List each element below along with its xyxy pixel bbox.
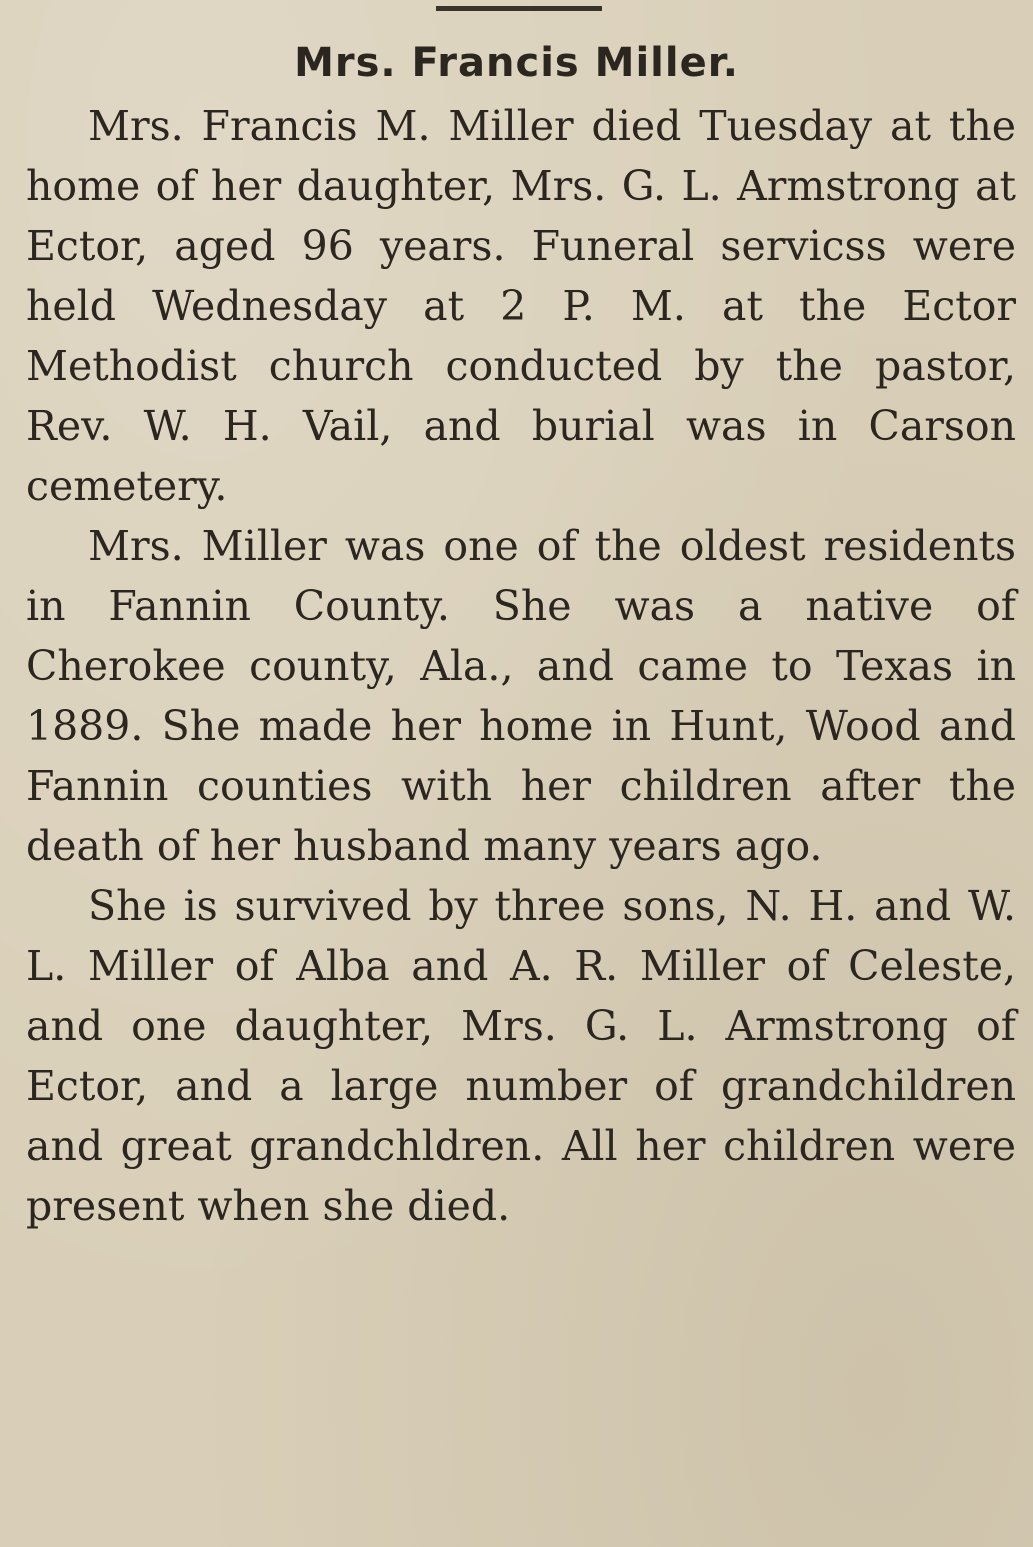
article-body xyxy=(26,96,1016,1236)
column-rule xyxy=(436,6,602,11)
paragraph-death-notice: Mrs. Francis M. Miller died Tuesday at the home of her daughter, Mrs. G. L. Armstrong at Ector, aged 96 years. Funeral servicss were held Wednesday at 2 P. M. at the Ector Methodist church conducted by the pastor, Rev. W. H. Vail, and burial was in Carson cemetery. xyxy=(26,102,1016,510)
paragraph-survivors: She is survived by three sons, N. H. and W. L. Miller of Alba and A. R. Miller of Celeste, and one daughter, Mrs. G. L. Armstrong of Ector, and a large number of grandchildren and great grandchldren. All her children were present when she died. xyxy=(26,882,1016,1230)
paragraph-biography: Mrs. Miller was one of the oldest residents in Fannin County. She was a native of Cherokee county, Ala., and came to Texas in 1889. She made her home in Hunt, Wood and Fannin counties with her children after the death of her husband many years ago. xyxy=(26,522,1016,870)
article-headline: Mrs. Francis Miller. xyxy=(294,40,739,86)
